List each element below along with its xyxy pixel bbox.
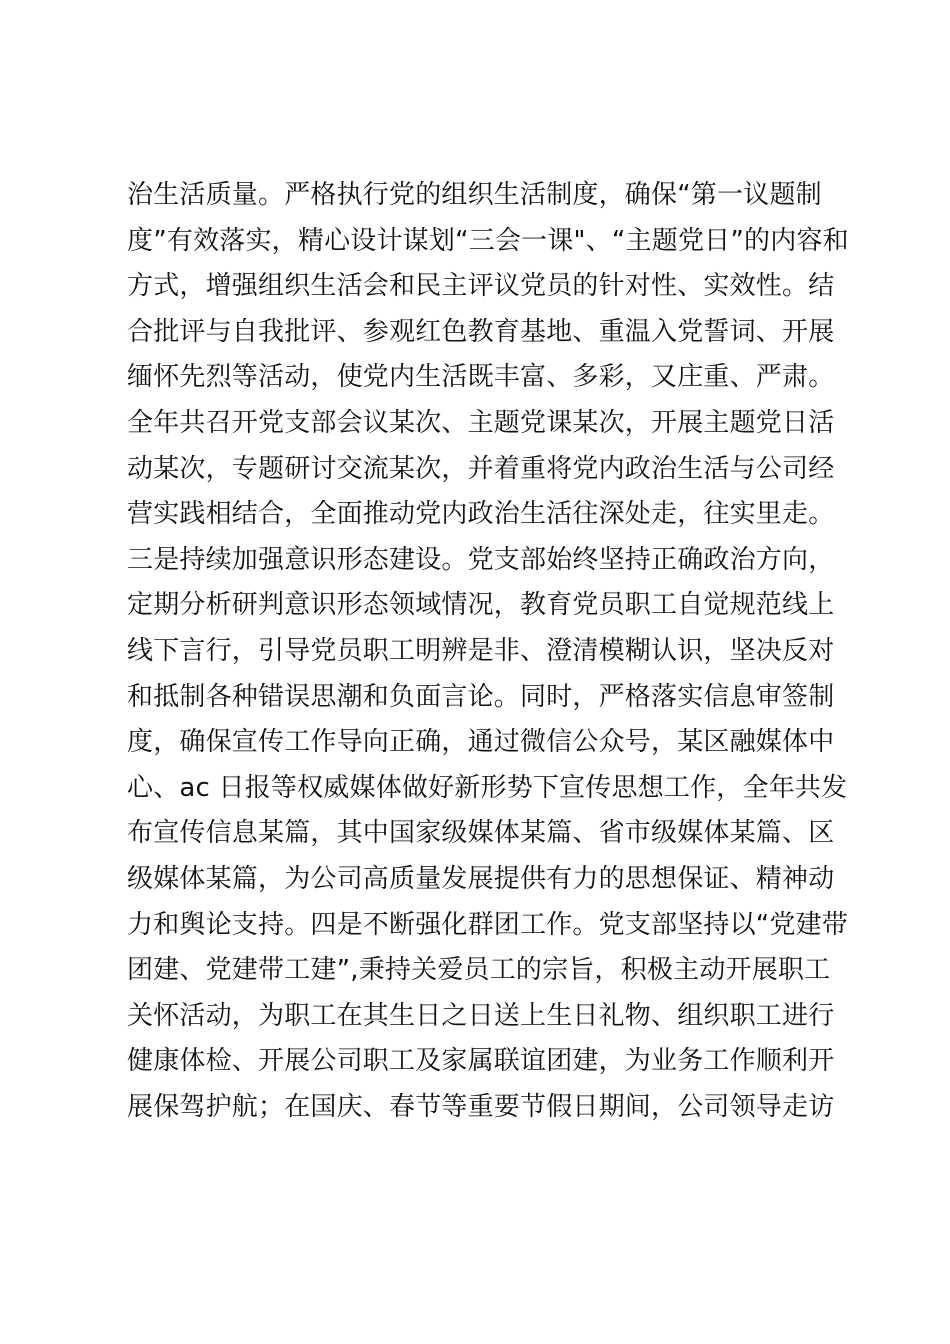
- text-line: 力和舆论支持。四是不断强化群团工作。党支部坚持以“党建带: [127, 909, 849, 940]
- text-line: 度，确保宣传工作导向正确，通过微信公众号，某区融媒体中: [127, 727, 835, 758]
- text-line: 营实践相结合，全面推动党内政治生活往深处走，往实里走。: [127, 499, 835, 530]
- text-line: 三是持续加强意识形态建设。党支部始终坚持正确政治方向，: [127, 544, 835, 575]
- text-line: 展保驾护航；在国庆、春节等重要节假日期间，公司领导走访: [127, 1091, 835, 1122]
- text-line: 级媒体某篇，为公司高质量发展提供有力的思想保证、精神动: [127, 863, 835, 894]
- text-line: 治生活质量。严格执行党的组织生活制度，确保“第一议题制: [127, 180, 822, 210]
- text-line: 方式，增强组织生活会和民主评议党员的针对性、实效性。结: [127, 271, 835, 302]
- text-line: 和抵制各种错误思潮和负面言论。同时，严格落实信息审签制: [127, 681, 835, 712]
- text-line: 全年共召开党支部会议某次、主题党课某次，开展主题党日活: [127, 407, 835, 438]
- text-line: 动某次，专题研讨交流某次，并着重将党内政治生活与公司经: [127, 453, 835, 484]
- text-line: 团建、党建带工建”,秉持关爱员工的宗旨，积极主动开展职工: [127, 955, 831, 986]
- body-paragraph: [127, 173, 847, 1130]
- text-line: 关怀活动，为职工在其生日之日送上生日礼物、组织职工进行: [127, 1000, 835, 1031]
- text-line: 缅怀先烈等活动，使党内生活既丰富、多彩，又庄重、严肃。: [127, 362, 835, 393]
- text-line: 度”有效落实，精心设计谋划“三会一课"、“主题党日”的内容和: [127, 225, 849, 256]
- text-line: 线下言行，引导党员职工明辨是非、澄清模糊认识，坚决反对: [127, 635, 835, 666]
- text-line: 合批评与自我批评、参观红色教育基地、重温入党誓词、开展: [127, 316, 835, 347]
- text-line: 心、ac 日报等权威媒体做好新形势下宣传思想工作，全年共发: [127, 772, 848, 803]
- text-line: 健康体检、开展公司职工及家属联谊团建，为业务工作顺利开: [127, 1046, 835, 1077]
- text-line: 定期分析研判意识形态领域情况，教育党员职工自觉规范线上: [127, 590, 835, 621]
- text-line: 布宣传信息某篇，其中国家级媒体某篇、省市级媒体某篇、区: [127, 818, 835, 849]
